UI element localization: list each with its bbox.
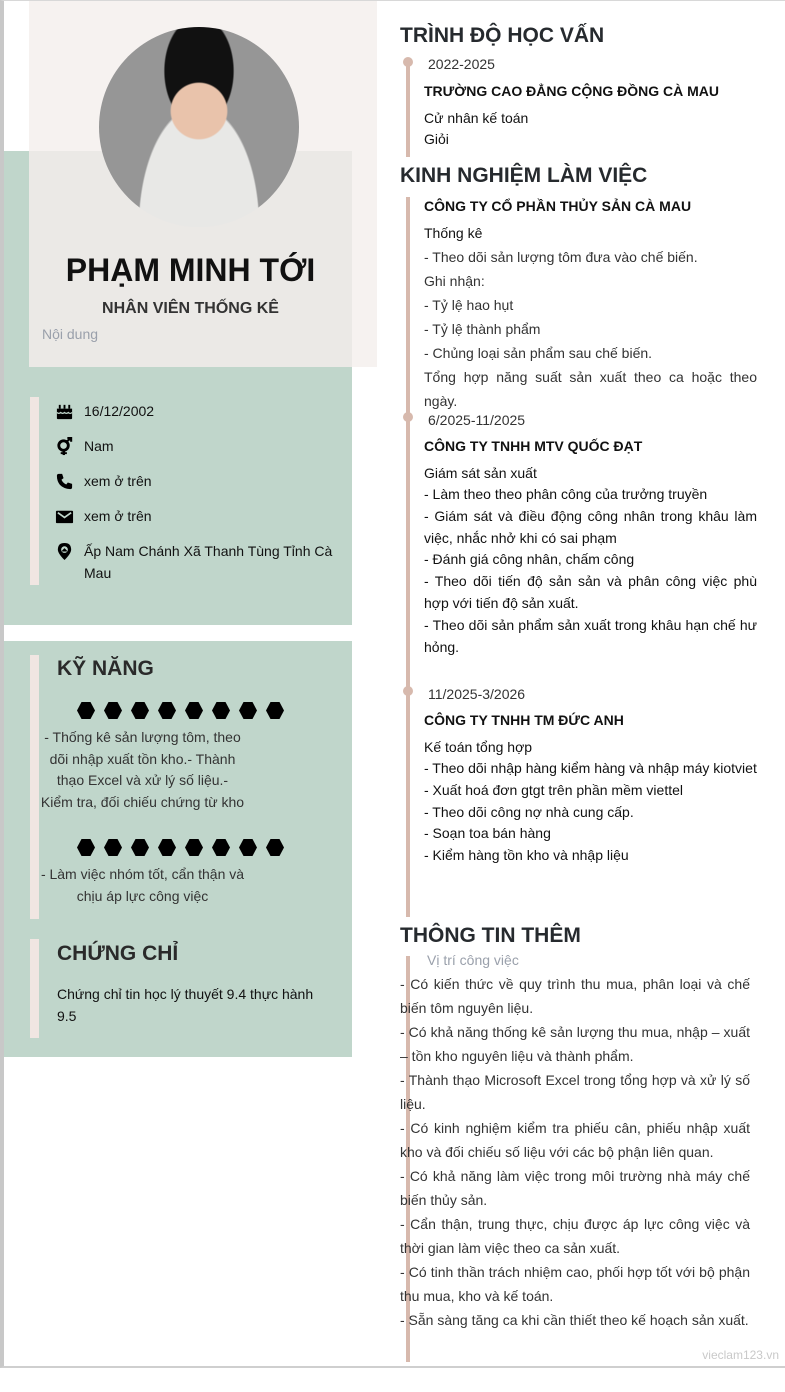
certificates-heading: CHỨNG CHỈ: [57, 942, 179, 965]
watermark: vieclam123.vn: [702, 1348, 779, 1362]
education-period: 2022-2025: [428, 56, 495, 72]
timeline-dot: [403, 412, 413, 422]
rating-hexagon-icon: [77, 839, 95, 856]
rating-hexagon-icon: [212, 702, 230, 719]
job-role-2: Giám sát sản xuất: [424, 465, 537, 481]
rating-hexagon-icon: [158, 839, 176, 856]
company-name-2: CÔNG TY TNHH MTV QUỐC ĐẠT: [424, 438, 643, 454]
location-pin-icon: [54, 540, 74, 562]
skills-heading: KỸ NĂNG: [57, 657, 154, 680]
certificate-item: Chứng chỉ tin học lý thuyết 9.4 thực hành 9.5: [57, 986, 314, 1024]
skill-rating-2: [77, 839, 284, 856]
job-title: NHÂN VIÊN THỐNG KÊ: [102, 300, 279, 317]
company-name-1: CÔNG TY CỔ PHẦN THỦY SẢN CÀ MAU: [424, 198, 692, 214]
education-timeline: [406, 62, 410, 157]
experience-timeline: [406, 197, 410, 917]
contact-email: [54, 505, 334, 527]
birthday-cake-icon: [54, 400, 74, 422]
school-name: TRƯỜNG CAO ĐẲNG CỘNG ĐỒNG CÀ MAU: [424, 83, 719, 99]
rating-hexagon-icon: [239, 702, 257, 719]
rating-hexagon-icon: [239, 839, 257, 856]
summary-placeholder[interactable]: Nội dung: [42, 326, 99, 342]
avatar: [99, 27, 299, 227]
rating-hexagon-icon: [266, 839, 284, 856]
contact-gender: [54, 435, 334, 457]
birthday-value: 16/12/2002: [84, 403, 155, 419]
phone-icon: [54, 470, 74, 492]
contact-birthday: [54, 400, 334, 422]
company-name-3: CÔNG TY TNHH TM ĐỨC ANH: [424, 712, 624, 728]
degree: Cử nhân kế toán: [424, 110, 529, 126]
rating-hexagon-icon: [158, 702, 176, 719]
rating-hexagon-icon: [185, 839, 203, 856]
job-role-1: Thống kê: [424, 225, 483, 241]
timeline-dot: [403, 57, 413, 67]
skill-rating-1: [77, 702, 284, 719]
job-period-3: 11/2025-3/2026: [428, 686, 526, 702]
contact-phone: [54, 470, 334, 492]
position-placeholder[interactable]: Vị trí công việc: [427, 952, 519, 968]
rating-hexagon-icon: [131, 839, 149, 856]
rating-hexagon-icon: [185, 702, 203, 719]
job-description-2: - Làm theo theo phân công của trưởng truyền - Giám sát và điều động công nhân trong khâu làm việc, nhắc nhở khi có sai phạm - Đánh giá công nhân, chấm công - Theo dõi tiến độ sản sản và phân công việc phù hợp với tiến độ sản xuất. - Theo dõi sản phẩm sản xuất trong khâu hạn chế hư hỏng.: [424, 486, 757, 655]
grade: Giỏi: [424, 131, 449, 147]
certificates-accent-bar: [30, 939, 39, 1038]
skill-description-1: - Thống kê sản lượng tôm, theo dõi nhập xuất tồn kho.- Thành thạo Excel và xử lý số liệu.- Kiểm tra, đối chiếu chứng từ kho: [40, 729, 245, 810]
timeline-dot: [403, 686, 413, 696]
job-role-3: Kế toán tổng hợp: [424, 739, 533, 755]
contact-accent-bar: [30, 397, 39, 585]
rating-hexagon-icon: [266, 702, 284, 719]
rating-hexagon-icon: [104, 702, 122, 719]
rating-hexagon-icon: [131, 702, 149, 719]
job-description-1: - Theo dõi sản lượng tôm đưa vào chế biến. Ghi nhận: - Tỷ lệ hao hụt - Tỷ lệ thành phẩm - Chủng loại sản phẩm sau chế biến. Tổng hợp năng suất sản xuất theo ca hoặc theo ngày.: [424, 249, 757, 409]
address-value: Ấp Nam Chánh Xã Thanh Tùng Tỉnh Cà Mau: [84, 543, 333, 581]
education-heading: TRÌNH ĐỘ HỌC VẤN: [400, 24, 605, 47]
phone-value[interactable]: xem ở trên: [84, 473, 152, 489]
rating-hexagon-icon: [212, 839, 230, 856]
experience-heading: KINH NGHIỆM LÀM VIỆC: [400, 164, 648, 187]
rating-hexagon-icon: [104, 839, 122, 856]
gender-value: Nam: [84, 438, 114, 454]
skills-accent-bar: [30, 655, 39, 919]
additional-info-text: - Có kiến thức về quy trình thu mua, phân loại và chế biến tôm nguyên liệu. - Có khả năng thống kê sản lượng thu mua, nhập – xuất – tồn kho nguyên liệu và thành phẩm. - Thành thạo Microsoft Excel trong tổng hợp và xử lý số liệu. - Có kinh nghiệm kiểm tra phiếu cân, phiếu nhập xuất kho và đối chiếu số liệu với các bộ phận liên quan. - Có khả năng làm việc trong môi trường nhà máy chế biến thủy sản. - Cẩn thận, trung thực, chịu được áp lực công việc và thời gian làm việc theo ca sản xuất. - Có tinh thần trách nhiệm cao, phối hợp tốt với bộ phận thu mua, kho và kế toán. - Sẵn sàng tăng ca khi cần thiết theo kế hoạch sản xuất.: [400, 976, 750, 1328]
skill-description-2: - Làm việc nhóm tốt, cẩn thận và chịu áp lực công việc: [40, 866, 245, 904]
additional-info-heading: THÔNG TIN THÊM: [400, 924, 581, 947]
gender-icon: [54, 435, 74, 457]
contact-address: [54, 540, 334, 584]
job-description-3: - Theo dõi nhập hàng kiểm hàng và nhập máy kiotviet - Xuất hoá đơn gtgt trên phần mềm viettel - Theo dõi công nợ nhà cung cấp. - Soạn toa bán hàng - Kiểm hàng tồn kho và nhập liệu: [424, 760, 757, 864]
rating-hexagon-icon: [77, 702, 95, 719]
candidate-name: PHẠM MINH TỚI: [65, 252, 316, 288]
contact-list: [54, 400, 334, 597]
email-icon: [54, 505, 74, 527]
email-value[interactable]: xem ở trên: [84, 508, 152, 524]
job-period-2: 6/2025-11/2025: [428, 412, 526, 428]
